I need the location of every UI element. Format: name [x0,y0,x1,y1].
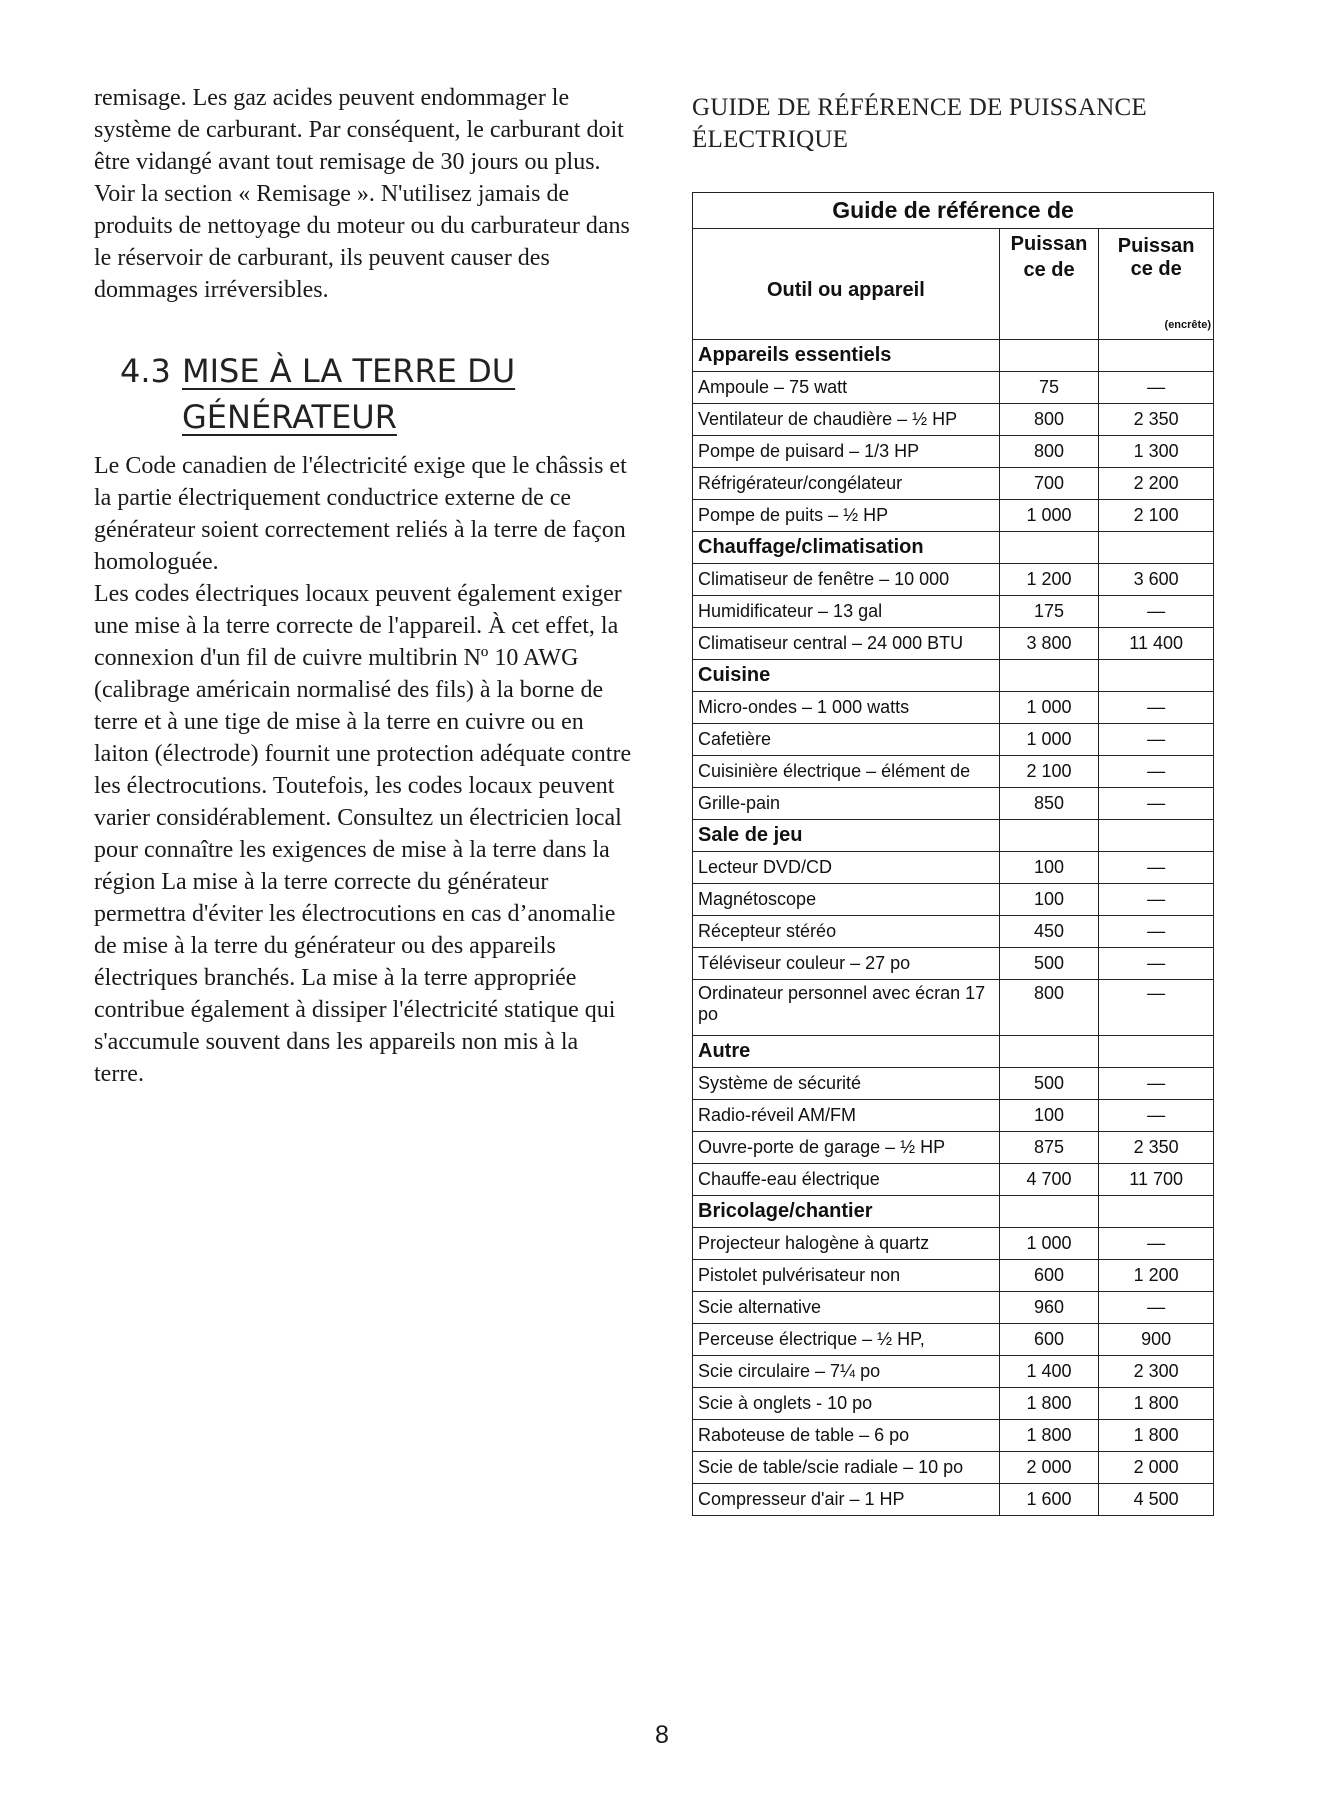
power-reference-table [692,192,1214,1516]
header-tool [693,229,1000,340]
header-tool-label: Outil ou appareil [766,278,925,301]
body-paragraph-code: Le Code canadien de l'électricité exige que le châssis et la partie électriquement conductrice externe de ce générateur soient correctement reliés à la terre de façon homologuée. [94,453,627,575]
category-empty-cell [1099,660,1214,692]
starting-watts: — [1099,756,1214,788]
starting-watts: 11 400 [1099,628,1214,660]
category-empty-cell [999,660,1099,692]
running-watts: 1 400 [999,1356,1099,1388]
category-name: Cuisine [693,660,1000,692]
table-row [693,916,1214,948]
header-col2-line1: Puissan [1010,233,1088,255]
starting-watts: — [1099,948,1214,980]
header-starting-power [1099,229,1214,340]
table-row [693,948,1214,980]
starting-watts: — [1099,1292,1214,1324]
running-watts: 75 [999,372,1099,404]
table-row [693,500,1214,532]
category-empty-cell [999,1196,1099,1228]
table-row [693,1324,1214,1356]
table-row [693,372,1214,404]
starting-watts: — [1099,980,1214,1036]
table-row [693,628,1214,660]
appliance-name: Réfrigérateur/congélateur [693,468,1000,500]
header-col3-line1: Puissan [1117,235,1195,257]
left-column [94,82,634,1090]
table-row [693,884,1214,916]
running-watts: 600 [999,1260,1099,1292]
appliance-name: Pompe de puisard – 1/3 HP [693,436,1000,468]
starting-watts: — [1099,884,1214,916]
starting-watts: 11 700 [1099,1164,1214,1196]
appliance-name: Pompe de puits – ½ HP [693,500,1000,532]
category-name: Bricolage/chantier [693,1196,1000,1228]
table-row [693,1452,1214,1484]
category-row [693,660,1214,692]
category-name: Sale de jeu [693,820,1000,852]
table-row [693,1420,1214,1452]
appliance-name: Climatiseur central – 24 000 BTU [693,628,1000,660]
table-row [693,1068,1214,1100]
running-watts: 600 [999,1324,1099,1356]
table-row [693,1292,1214,1324]
table-row [693,692,1214,724]
table-row [693,1388,1214,1420]
table-row [693,724,1214,756]
starting-watts: 3 600 [1099,564,1214,596]
appliance-name: Ouvre-porte de garage – ½ HP [693,1132,1000,1164]
header-col2-line2: ce de [1023,259,1075,281]
starting-watts: — [1099,916,1214,948]
running-watts: 875 [999,1132,1099,1164]
starting-watts: — [1099,852,1214,884]
starting-watts: 4 500 [1099,1484,1214,1516]
running-watts: 800 [999,436,1099,468]
section-number: 4.3 [120,352,171,390]
appliance-name: Scie à onglets - 10 po [693,1388,1000,1420]
running-watts: 700 [999,468,1099,500]
starting-watts: — [1099,788,1214,820]
running-watts: 800 [999,404,1099,436]
category-empty-cell [999,532,1099,564]
category-row [693,820,1214,852]
table-row [693,564,1214,596]
starting-watts: — [1099,1068,1214,1100]
appliance-name: Raboteuse de table – 6 po [693,1420,1000,1452]
table-row [693,1164,1214,1196]
category-name: Chauffage/climatisation [693,532,1000,564]
starting-watts: 2 300 [1099,1356,1214,1388]
running-watts: 1 600 [999,1484,1099,1516]
right-column [692,92,1212,156]
table-row [693,596,1214,628]
running-watts: 4 700 [999,1164,1099,1196]
table-row [693,436,1214,468]
table-caption-row [693,193,1214,229]
running-watts: 100 [999,1100,1099,1132]
header-col3-line2: ce de [1130,258,1182,280]
appliance-name: Système de sécurité [693,1068,1000,1100]
starting-watts: 900 [1099,1324,1214,1356]
appliance-name: Scie alternative [693,1292,1000,1324]
table-row [693,852,1214,884]
page-number: 8 [655,1721,669,1749]
starting-watts: 2 200 [1099,468,1214,500]
starting-watts: 1 300 [1099,436,1214,468]
category-row [693,532,1214,564]
appliance-name: Humidificateur – 13 gal [693,596,1000,628]
starting-watts: — [1099,1228,1214,1260]
category-row [693,1036,1214,1068]
appliance-name: Radio-réveil AM/FM [693,1100,1000,1132]
running-watts: 1 000 [999,500,1099,532]
appliance-name: Cafetière [693,724,1000,756]
starting-watts: 1 800 [1099,1388,1214,1420]
body-paragraph-local-codes: Les codes électriques locaux peuvent également exiger une mise à la terre correcte de l'appareil. À cet effet, la connexion d'un fil de cuivre multibrin Nº 10 AWG (calibrage américain normalisé des fils) à la borne de terre et à une tige de mise à la terre en cuivre ou en laiton (électrode) fournit une protection adéquate contre les électrocutions. Toutefois, les codes locaux peuvent varier considérablement. Consultez un électricien local pour connaître les exigences de mise à la terre dans la région La mise à la terre correcte du générateur permettra d'éviter les électrocutions en cas d’anomalie de mise à la terre du générateur ou des appareils électriques branchés. La mise à la terre appropriée contribue également à dissiper l'électricité statique qui s'accumule souvent dans les appareils non mis à la terre. [94,581,632,1087]
appliance-name: Scie de table/scie radiale – 10 po [693,1452,1000,1484]
starting-watts: — [1099,372,1214,404]
running-watts: 2 100 [999,756,1099,788]
starting-watts: — [1099,692,1214,724]
table-row [693,1356,1214,1388]
starting-watts: — [1099,724,1214,756]
starting-watts: 2 000 [1099,1452,1214,1484]
running-watts: 3 800 [999,628,1099,660]
running-watts: 100 [999,884,1099,916]
table-row [693,1228,1214,1260]
appliance-name: Projecteur halogène à quartz [693,1228,1000,1260]
starting-watts: — [1099,596,1214,628]
running-watts: 1 800 [999,1388,1099,1420]
category-name: Autre [693,1036,1000,1068]
running-watts: 1 000 [999,692,1099,724]
running-watts: 1 000 [999,724,1099,756]
running-watts: 850 [999,788,1099,820]
table-row [693,1132,1214,1164]
running-watts: 450 [999,916,1099,948]
category-empty-cell [999,1036,1099,1068]
table-row [693,1100,1214,1132]
table-header-row [693,229,1214,340]
appliance-name: Grille-pain [693,788,1000,820]
appliance-name: Téléviseur couleur – 27 po [693,948,1000,980]
header-running-power [999,229,1099,340]
section-heading [120,348,634,440]
appliance-name: Récepteur stéréo [693,916,1000,948]
section-title: MISE À LA TERRE DU GÉNÉRATEUR [182,352,516,436]
running-watts: 175 [999,596,1099,628]
table-row [693,1260,1214,1292]
appliance-name: Micro-ondes – 1 000 watts [693,692,1000,724]
running-watts: 960 [999,1292,1099,1324]
running-watts: 1 200 [999,564,1099,596]
appliance-name: Climatiseur de fenêtre – 10 000 [693,564,1000,596]
appliance-name: Ventilateur de chaudière – ½ HP [693,404,1000,436]
running-watts: 2 000 [999,1452,1099,1484]
appliance-name: Pistolet pulvérisateur non [693,1260,1000,1292]
category-empty-cell [1099,340,1214,372]
table-row [693,788,1214,820]
starting-watts: — [1099,1100,1214,1132]
appliance-name: Perceuse électrique – ½ HP, [693,1324,1000,1356]
appliance-name: Magnétoscope [693,884,1000,916]
appliance-name: Ampoule – 75 watt [693,372,1000,404]
appliance-name: Scie circulaire – 7¼ po [693,1356,1000,1388]
category-row [693,340,1214,372]
table-row [693,980,1214,1036]
category-empty-cell [999,340,1099,372]
running-watts: 500 [999,948,1099,980]
running-watts: 100 [999,852,1099,884]
category-name: Appareils essentiels [693,340,1000,372]
running-watts: 1 800 [999,1420,1099,1452]
body-paragraph-remisage: remisage. Les gaz acides peuvent endommager le système de carburant. Par conséquent, le carburant doit être vidangé avant tout remisage de 30 jours ou plus. Voir la section « Remisage ». N'utilisez jamais de produits de nettoyage du moteur ou du carburateur dans le réservoir de carburant, ils peuvent causer des dommages irréversibles. [94,85,630,303]
running-watts: 500 [999,1068,1099,1100]
table-row [693,404,1214,436]
table-row [693,756,1214,788]
starting-watts: 2 350 [1099,404,1214,436]
starting-watts: 2 350 [1099,1132,1214,1164]
guide-title: GUIDE DE RÉFÉRENCE DE PUISSANCE ÉLECTRIQUE [692,94,1147,153]
starting-watts: 1 800 [1099,1420,1214,1452]
appliance-name: Chauffe-eau électrique [693,1164,1000,1196]
appliance-name: Lecteur DVD/CD [693,852,1000,884]
header-col3-note: (encrête) [1164,319,1211,331]
appliance-name: Ordinateur personnel avec écran 17 po [693,980,1000,1036]
category-empty-cell [1099,532,1214,564]
category-empty-cell [1099,820,1214,852]
category-row [693,1196,1214,1228]
category-empty-cell [1099,1036,1214,1068]
category-empty-cell [1099,1196,1214,1228]
appliance-name: Compresseur d'air – 1 HP [693,1484,1000,1516]
appliance-name: Cuisinière électrique – élément de [693,756,1000,788]
running-watts: 1 000 [999,1228,1099,1260]
table-caption: Guide de référence de [693,193,1214,229]
starting-watts: 2 100 [1099,500,1214,532]
category-empty-cell [999,820,1099,852]
table-row [693,1484,1214,1516]
table-row [693,468,1214,500]
running-watts: 800 [999,980,1099,1036]
starting-watts: 1 200 [1099,1260,1214,1292]
